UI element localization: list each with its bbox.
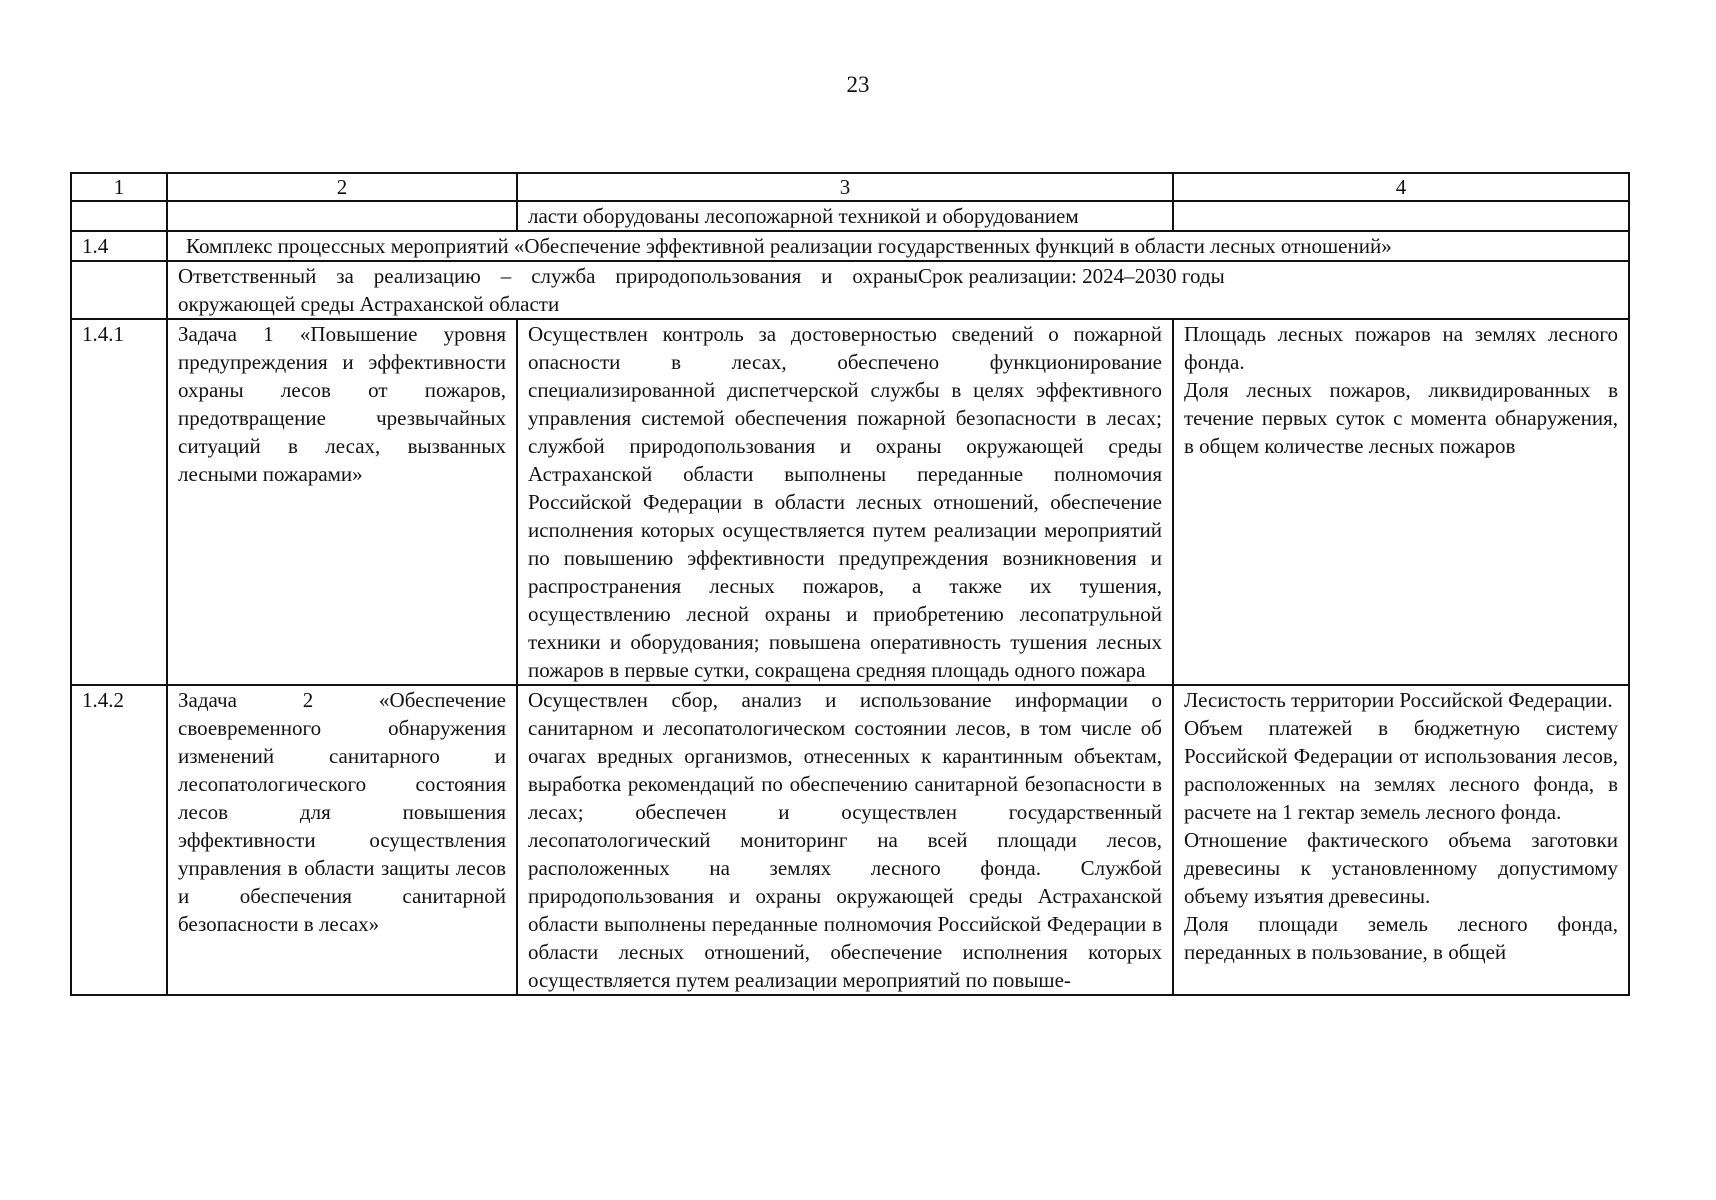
indicator-item: Доля лесных пожаров, ликвидированных в течение первых суток с момента обнаружения, в общем количестве лесных пожаров xyxy=(1184,378,1618,458)
section-row xyxy=(71,231,1629,261)
table-row xyxy=(71,319,1629,685)
table-header-row xyxy=(71,173,1629,201)
table-row xyxy=(71,685,1629,995)
responsible-cell xyxy=(167,261,1629,319)
column-header-4: 4 xyxy=(1173,173,1629,201)
indicator-item: Доля площади земель лесного фонда, переданных в пользование, в общей xyxy=(1184,912,1618,964)
implementation-period xyxy=(918,262,1628,318)
indicator-item: Площадь лесных пожаров на землях лесного фонда. xyxy=(1184,322,1618,374)
continuation-row xyxy=(71,201,1629,231)
continuation-task-cell xyxy=(167,201,517,231)
indicator-item: Лесистость территории Российской Федерации. xyxy=(1184,688,1613,712)
column-header-3: 3 xyxy=(517,173,1173,201)
row-number: 1.4.2 xyxy=(71,685,167,995)
main-table xyxy=(70,172,1630,996)
result-cell: Осуществлен сбор, анализ и использование информации о санитарном и лесопатологическом состоянии лесов, в том числе об очагах вредных организмов, отнесенных к карантинным объектам, выработка рекомендаций по обеспечению санитарной безопасности в лесах; обеспечен и осуществлен государственный лесопатологический мониторинг на всей площади лесов, расположенных на землях лесного фонда. Службой природопользования и охраны окружающей среды Астраханской области выполнены переданные полномочия Российской Федерации в области лесных отношений, обеспечение исполнения которых осуществляется путем реализации мероприятий по повыше- xyxy=(517,685,1173,995)
period-label: Срок реализации: 2024–2030 годы xyxy=(918,264,1225,288)
indicator-cell xyxy=(1173,319,1629,685)
continuation-num-cell xyxy=(71,201,167,231)
indicator-cell xyxy=(1173,685,1629,995)
responsible-label: Ответственный за реализацию – служба природопользования и охраны окружающей среды Астраханской области xyxy=(178,264,918,316)
indicator-item: Объем платежей в бюджетную систему Российской Федерации от использования лесов, расположенных на землях лесного фонда, в расчете на 1 гектар земель лесного фонда. xyxy=(1184,716,1618,824)
task-cell: Задача 1 «Повышение уровня предупреждения и эффективности охраны лесов от пожаров, предотвращение чрезвычайных ситуаций в лесах, вызванных лесными пожарами» xyxy=(167,319,517,685)
result-cell: Осуществлен контроль за достоверностью сведений о пожарной опасности в лесах, обеспечено функционирование специализированной диспетчерской службы в целях эффективного управления системой обеспечения пожарной безопасности в лесах; службой природопользования и охраны окружающей среды Астраханской области выполнены переданные полномочия Российской Федерации в области лесных отношений, обеспечение исполнения которых осуществляется путем реализации мероприятий по повышению эффективности предупреждения возникновения и распространения лесных пожаров, а также их тушения, осуществлению лесной охраны и приобретению лесопатрульной техники и оборудования; повышена оперативность тушения лесных пожаров в первые сутки, сокращена средняя площадь одного пожара xyxy=(517,319,1173,685)
continuation-indicator-cell xyxy=(1173,201,1629,231)
section-number: 1.4 xyxy=(71,231,167,261)
responsible-row xyxy=(71,261,1629,319)
responsible-text xyxy=(168,262,918,318)
continuation-result-cell: ласти оборудованы лесопожарной техникой и оборудованием xyxy=(517,201,1173,231)
column-header-1: 1 xyxy=(71,173,167,201)
task-cell: Задача 2 «Обеспечение своевременного обнаружения изменений санитарного и лесопатологического состояния лесов для повышения эффективности осуществления управления в области защиты лесов и обеспечения санитарной безопасности в лесах» xyxy=(167,685,517,995)
responsible-num-cell xyxy=(71,261,167,319)
section-title: Комплекс процессных мероприятий «Обеспечение эффективной реализации государственных функций в области лесных отношений» xyxy=(167,231,1629,261)
indicator-item: Отношение фактического объема заготовки древесины к установленному допустимому объему изъятия древесины. xyxy=(1184,828,1618,908)
row-number: 1.4.1 xyxy=(71,319,167,685)
responsible-inner-table xyxy=(168,262,1628,318)
page-number: 23 xyxy=(846,72,870,97)
column-header-2: 2 xyxy=(167,173,517,201)
